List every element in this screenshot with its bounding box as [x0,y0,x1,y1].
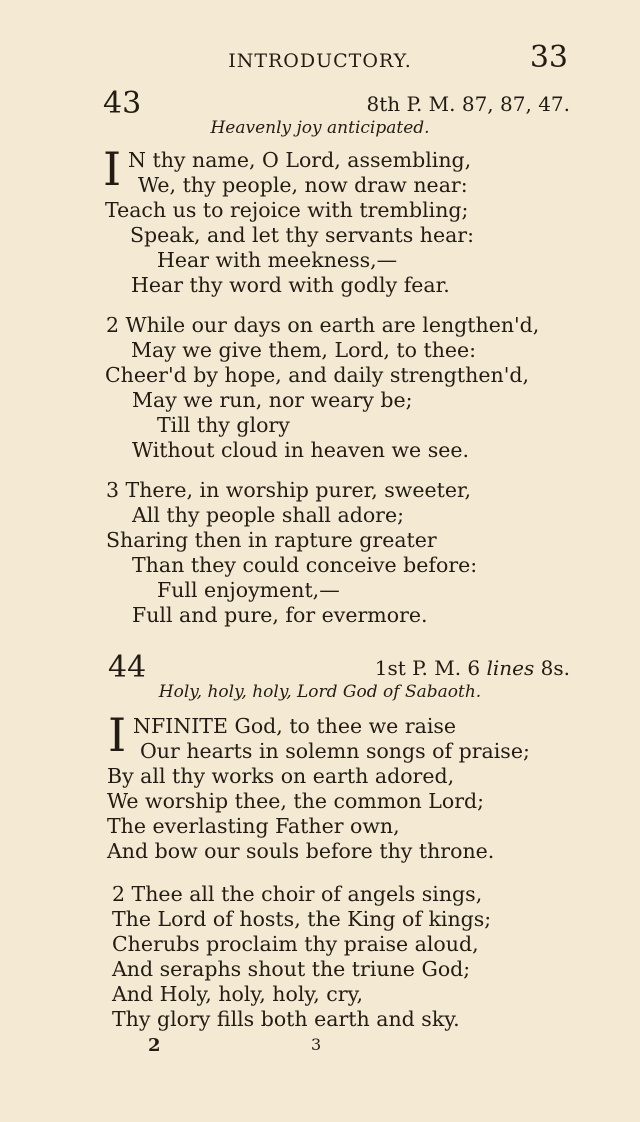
verse-line: The everlasting Father own, [107,814,400,838]
verse-line: N thy name, O Lord, assembling, [128,148,472,172]
verse-line: 3 There, in worship purer, sweeter, [106,478,472,502]
signature-mark: 2 [148,1035,161,1056]
verse-line: We, thy people, now draw near: [138,173,468,197]
verse-line: 2 While our days on earth are lengthen'd, [106,313,540,337]
meter-suffix: 8s. [540,656,570,680]
drop-cap: I [108,708,127,762]
verse-line: And bow our souls before thy throne. [107,839,495,863]
verse-line: And seraphs shout the triune God; [112,957,471,981]
verse-line: Teach us to rejoice with trembling; [105,198,469,222]
verse-line: By all thy works on earth adored, [107,764,455,788]
sheet-mark: 3 [311,1035,322,1054]
verse-line: Hear with meekness,— [157,248,398,272]
verse-line: May we give them, Lord, to thee: [131,338,477,362]
meter-prefix: 1st P. M. 6 [374,656,481,680]
verse-line: 2 Thee all the choir of angels sings, [112,882,483,906]
verse-line: Cheer'd by hope, and daily strengthen'd, [105,363,529,387]
drop-cap: I [103,142,122,196]
verse-line: Without cloud in heaven we see. [132,438,469,462]
verse-line: May we run, nor weary be; [132,388,413,412]
verse-line: Full enjoyment,— [157,578,340,602]
verse-line: The Lord of hosts, the King of kings; [112,907,492,931]
verse-line: And Holy, holy, holy, cry, [112,982,363,1006]
verse-line: Than they could conceive before: [132,553,478,577]
hymn-title: Heavenly joy anticipated. [210,118,430,138]
verse-line: Hear thy word with godly fear. [131,273,450,297]
verse-line: Till thy glory [157,413,290,437]
hymn-number: 43 [103,86,142,121]
hymn-meter [375,656,570,680]
page-number: 33 [529,40,568,75]
meter-italic: lines [486,656,535,680]
hymn-title: Holy, holy, holy, Lord God of Sabaoth. [158,682,482,702]
hymn-number: 44 [108,650,147,685]
hymn-meter: 8th P. M. 87, 87, 47. [366,92,570,116]
verse-line: Thy glory fills both earth and sky. [112,1007,460,1031]
verse-line: NFINITE God, to thee we raise [133,714,457,738]
verse-line: We worship thee, the common Lord; [107,789,485,813]
verse-line: Sharing then in rapture greater [106,528,437,552]
running-title: INTRODUCTORY. [228,50,412,72]
verse-line: Full and pure, for evermore. [132,603,428,627]
verse-line: Cherubs proclaim thy praise aloud, [112,932,479,956]
verse-line: Speak, and let thy servants hear: [130,223,475,247]
verse-line: All thy people shall adore; [132,503,404,527]
verse-line: Our hearts in solemn songs of praise; [140,739,530,763]
